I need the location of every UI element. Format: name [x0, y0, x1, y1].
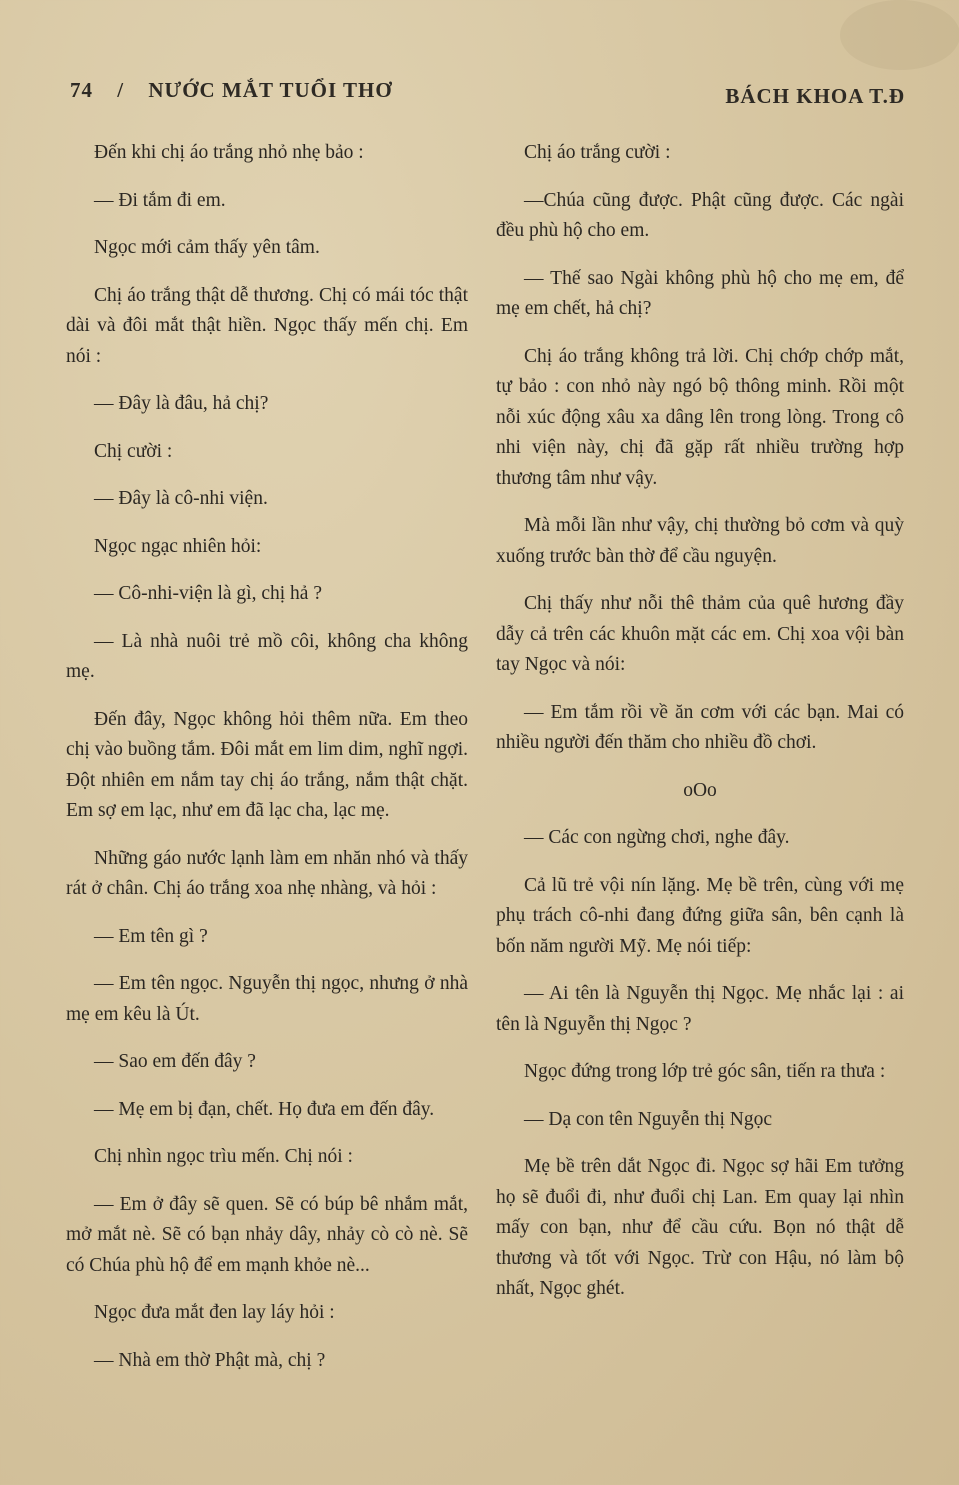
paragraph: Chị nhìn ngọc trìu mến. Chị nói :: [94, 1146, 353, 1167]
paragraph: Đến đây, Ngọc không hỏi thêm nữa. Em theo chị vào buồng tắm. Đôi mắt em lim dim, nghĩ ngợi. Đột nhiên em nắm tay chị áo trắng, nắm thật chặt. Em sợ em lạc, như em đã lạc cha, lạc mẹ.: [66, 708, 468, 821]
paragraph: — Ai tên là Nguyễn thị Ngọc. Mẹ nhắc lại : ai tên là Nguyễn thị Ngọc ?: [496, 983, 904, 1035]
paragraph: Chị thấy như nỗi thê thảm của quê hương đầy dẫy cả trên các khuôn mặt các em. Chị xoa vội bàn tay Ngọc và nói:: [496, 593, 904, 675]
paragraph: Ngọc đứng trong lớp trẻ góc sân, tiến ra thưa :: [524, 1061, 886, 1082]
paragraph: Chị áo trắng thật dễ thương. Chị có mái tóc thật dài và đôi mắt thật hiền. Ngọc thấy mến chị. Em nói :: [66, 284, 468, 367]
paper-stain: [840, 0, 959, 70]
header-left: [70, 78, 393, 103]
paragraph: Cả lũ trẻ vội nín lặng. Mẹ bề trên, cùng với mẹ phụ trách cô-nhi đang đứng giữa sân, bên cạnh là bốn năm người Mỹ. Mẹ nói tiếp:: [496, 874, 904, 957]
paragraph: — Dạ con tên Nguyễn thị Ngọc: [524, 1108, 773, 1130]
paragraph: Mẹ bề trên dắt Ngọc đi. Ngọc sợ hãi Em tưởng họ sẽ đuổi đi, như đuổi chị Lan. Em quay lại nhìn mấy con bạn, như để cầu cứu. Bọn nó thật dễ thương và tốt với Ngọc. Trừ con Hậu, nó làm bộ nhất, Ngọc ghét.: [496, 1156, 904, 1299]
paragraph: — Đây là cô-nhi viện.: [94, 488, 268, 509]
header-separator: /: [117, 78, 125, 102]
right-column: [496, 138, 904, 1322]
paragraph: — Các con ngừng chơi, nghe đây.: [524, 827, 790, 848]
story-title: NƯỚC MẮT TUỔI THƠ: [148, 78, 393, 102]
paragraph: Ngọc ngạc nhiên hỏi:: [94, 535, 262, 557]
paragraph: Chị áo trắng cười :: [524, 142, 671, 163]
paragraph: — Đây là đâu, hả chị?: [94, 393, 269, 414]
paragraph: — Nhà em thờ Phật mà, chị ?: [94, 1349, 326, 1371]
paragraph: — Thế sao Ngài không phù hộ cho mẹ em, để mẹ em chết, hả chị?: [496, 267, 904, 319]
paragraph: — Là nhà nuôi trẻ mồ côi, không cha không mẹ.: [66, 630, 468, 682]
paragraph: Mà mỗi lần như vậy, chị thường bỏ cơm và quỳ xuống trước bàn thờ để cầu nguyện.: [496, 515, 904, 567]
paragraph: Chị cười :: [94, 440, 173, 462]
page-number: 74: [70, 78, 93, 102]
paragraph: — Mẹ em bị đạn, chết. Họ đưa em đến đây.: [94, 1098, 435, 1120]
paragraph: — Đi tắm đi em.: [94, 189, 226, 211]
paragraph: Đến khi chị áo trắng nhỏ nhẹ bảo :: [94, 142, 364, 163]
section-break: oOo: [683, 779, 717, 801]
paragraph: — Em ở đây sẽ quen. Sẽ có búp bê nhắm mắt, mở mắt nè. Sẽ có bạn nhảy dây, nhảy cò cò nè. Sẽ có Chúa phù hộ để em mạnh khỏe nè...: [66, 1193, 468, 1276]
paragraph: Ngọc đưa mắt đen lay láy hỏi :: [94, 1302, 335, 1323]
paragraph: —Chúa cũng được. Phật cũng được. Các ngài đều phù hộ cho em.: [496, 189, 904, 241]
paragraph: Những gáo nước lạnh làm em nhăn nhó và thấy rát ở chân. Chị áo trắng xoa nhẹ nhàng, và hỏi :: [66, 847, 468, 899]
publication-name: BÁCH KHOA T.Đ: [725, 84, 905, 108]
running-header: [70, 78, 905, 118]
paragraph: Ngọc mới cảm thấy yên tâm.: [94, 237, 320, 258]
paragraph: Chị áo trắng không trả lời. Chị chớp chớp mắt, tự bảo : con nhỏ này ngó bộ thông minh. Rồi một nỗi xúc động xâu xa dâng lên trong lòng. Trong cô nhi viện này, chị đã gặp rất nhiều trường hợp thương tâm như vậy.: [496, 345, 904, 489]
paragraph: — Em tên gì ?: [94, 925, 208, 947]
paragraph: — Em tên ngọc. Nguyễn thị ngọc, nhưng ở nhà mẹ em kêu là Út.: [66, 973, 468, 1025]
paragraph: — Sao em đến đây ?: [94, 1051, 256, 1072]
paragraph: — Cô-nhi-viện là gì, chị hả ?: [94, 583, 322, 604]
paragraph: — Em tắm rồi về ăn cơm với các bạn. Mai có nhiều người đến thăm cho nhiều đồ chơi.: [496, 701, 904, 753]
left-column: [66, 138, 468, 1393]
